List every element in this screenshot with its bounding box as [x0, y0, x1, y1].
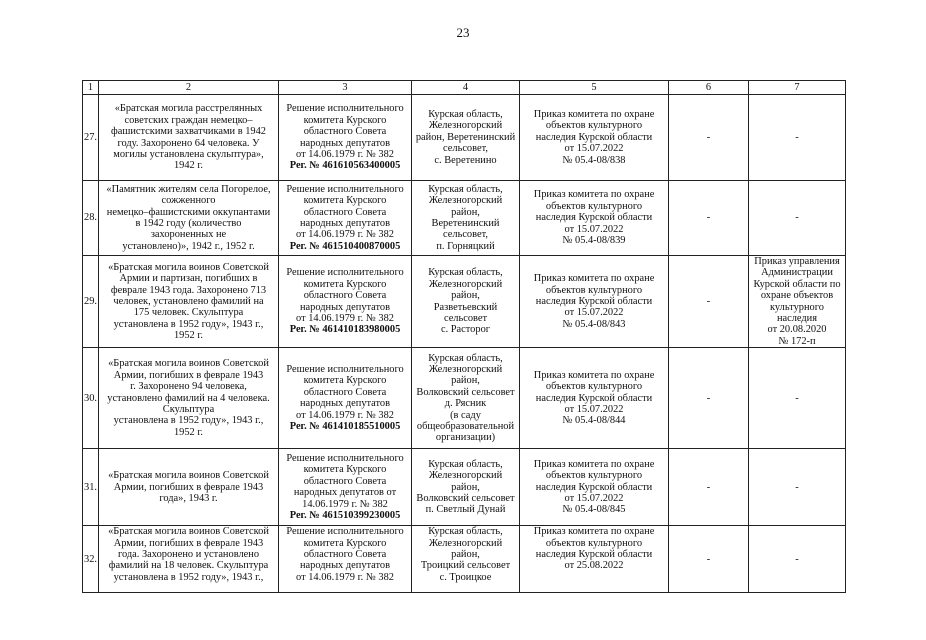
location-cell: [412, 181, 520, 256]
decision-line: народных депутатов от: [293, 487, 397, 499]
table-row: [83, 526, 846, 593]
order-line: от 25.08.2022: [564, 560, 624, 572]
object-name-line: Армии, погибших в феврале 1943: [113, 369, 264, 381]
location-line: Железногорский: [428, 195, 503, 207]
order-line: Приказ комитета по охране: [533, 526, 655, 538]
column-7-line: Администрации: [761, 267, 833, 279]
order-line: от 15.07.2022: [564, 143, 624, 155]
order-line: № 05.4-08/843: [562, 318, 626, 330]
location-line: Курская область,: [428, 526, 503, 538]
location-cell: [412, 256, 520, 348]
location-cell: [412, 348, 520, 449]
location-line: сельсовет: [443, 313, 488, 325]
location-line: Железногорский: [428, 120, 503, 132]
decision-line: Решение исполнительного: [286, 103, 404, 115]
column-7-line: № 172-п: [778, 335, 816, 347]
order-cell: [520, 526, 669, 593]
column-7-line: -: [795, 131, 799, 143]
column-number-row: [83, 81, 846, 95]
object-name-line: установлена в 1952 году», 1943 г.,: [113, 318, 264, 330]
order-line: наследия Курской области: [535, 131, 653, 143]
location-cell: [412, 95, 520, 181]
decision-line: от 14.06.1979 г. № 382: [296, 148, 394, 160]
object-name-line: года», 1943 г.: [159, 492, 218, 504]
column-6-cell: -: [669, 181, 749, 256]
object-name-line: Армии и партизан, погибших в: [119, 273, 258, 285]
column-7-line: культурного наследия: [770, 301, 824, 325]
table-row: [83, 348, 846, 449]
location-line: Железногорский: [428, 537, 503, 549]
registration-number: Рег. № 461610563400005: [289, 160, 401, 172]
location-line: Железногорский: [428, 364, 503, 376]
object-name-line: в 1942 году (количество: [135, 218, 242, 229]
column-6-cell: -: [669, 449, 749, 526]
decision-line: Решение исполнительного: [286, 364, 404, 376]
location-line: район,: [451, 206, 480, 218]
location-line: с. Троицкое: [439, 571, 492, 583]
location-line: (в саду: [450, 409, 481, 421]
object-name-line: человек, установлено фамилий на: [113, 295, 264, 307]
column-6-cell: -: [669, 348, 749, 449]
column-7-cell: [749, 449, 846, 526]
order-line: наследия Курской области: [535, 481, 653, 493]
order-line: наследия Курской области: [535, 212, 653, 224]
object-name-line: установлена в 1952 году», 1943 г.,: [113, 571, 264, 583]
column-number: 2: [99, 81, 279, 95]
decision-cell: [279, 526, 412, 593]
decision-line: Решение исполнительного: [286, 183, 404, 195]
object-name-line: феврале 1943 года. Захоронено 713: [110, 284, 267, 296]
decision-line: от 14.06.1979 г. № 382: [296, 409, 394, 421]
column-6-cell: -: [669, 526, 749, 593]
object-name-line: году. Захоронено 64 человека. У: [117, 137, 260, 149]
location-line: Волковский сельсовет: [416, 492, 515, 504]
order-cell: [520, 348, 669, 449]
order-line: № 05.4-08/838: [562, 154, 626, 166]
decision-line: народных депутатов: [299, 301, 391, 313]
column-number: 4: [412, 81, 520, 95]
decision-line: областного Совета: [303, 475, 387, 487]
decision-line: народных депутатов: [299, 398, 391, 410]
object-name-line: немецко–фашистскими оккупантами: [106, 206, 271, 218]
location-line: район,: [451, 549, 480, 561]
column-6-cell: -: [669, 256, 749, 348]
location-line: Троицкий сельсовет: [420, 560, 511, 572]
object-name-line: «Братская могила воинов Советской: [108, 470, 269, 482]
object-name-cell: [99, 449, 279, 526]
order-line: от 15.07.2022: [564, 492, 624, 504]
location-line: сельсовет,: [443, 229, 488, 241]
decision-line: от 14.06.1979 г. № 382: [296, 571, 394, 583]
location-line: д. Рясник: [444, 398, 487, 410]
object-name-line: «Братская могила воинов Советской: [108, 261, 269, 273]
decision-line: народных депутатов: [299, 218, 391, 229]
location-cell: [412, 449, 520, 526]
order-line: объектов культурного: [545, 381, 643, 393]
column-7-line: -: [795, 481, 799, 493]
object-name-line: года. Захоронено и установлено: [117, 549, 260, 561]
column-7-cell: [749, 526, 846, 593]
decision-line: комитета Курского: [303, 278, 387, 290]
column-number: 5: [520, 81, 669, 95]
order-line: объектов культурного: [545, 470, 643, 482]
object-name-line: «Братская могила расстрелянных: [114, 103, 263, 115]
column-7-line: -: [795, 392, 799, 404]
location-line: организации): [435, 432, 496, 444]
order-line: объектов культурного: [545, 537, 643, 549]
location-cell: [412, 526, 520, 593]
column-7-line: охране объектов: [760, 290, 834, 302]
location-line: Курская область,: [428, 183, 503, 195]
decision-line: областного Совета: [303, 126, 387, 138]
decision-line: Решение исполнительного: [286, 453, 404, 465]
decision-line: Решение исполнительного: [286, 267, 404, 279]
object-name-line: 1952 г.: [173, 330, 204, 342]
decision-line: областного Совета: [303, 386, 387, 398]
table-row: [83, 181, 846, 256]
decision-line: областного Совета: [303, 206, 387, 218]
object-name-cell: [99, 95, 279, 181]
column-7-cell: [749, 181, 846, 256]
location-line: с. Веретенино: [434, 154, 497, 166]
table-row: [83, 95, 846, 181]
decision-line: комитета Курского: [303, 114, 387, 126]
row-number: 30.: [83, 348, 99, 449]
decision-line: от 14.06.1979 г. № 382: [296, 313, 394, 325]
location-line: Разветьевский: [433, 301, 498, 313]
order-line: Приказ комитета по охране: [533, 189, 655, 201]
location-line: район, Веретенинский: [415, 131, 516, 143]
object-name-line: захороненных не: [150, 229, 227, 241]
order-line: от 15.07.2022: [564, 403, 624, 415]
registration-number: Рег. № 461410183980005: [289, 324, 401, 336]
object-name-line: 1942 г.: [173, 160, 204, 172]
location-line: общеобразовательной: [416, 421, 515, 433]
order-line: от 15.07.2022: [564, 307, 624, 319]
table-row: [83, 256, 846, 348]
order-cell: [520, 181, 669, 256]
column-number: 7: [749, 81, 846, 95]
location-line: Веретенинский: [431, 218, 500, 229]
object-name-line: Армии, погибших в феврале 1943: [113, 537, 264, 549]
order-line: № 05.4-08/845: [562, 504, 626, 516]
table-row: [83, 449, 846, 526]
row-number: 31.: [83, 449, 99, 526]
decision-line: народных депутатов: [299, 560, 391, 572]
location-line: Железногорский: [428, 278, 503, 290]
column-7-cell: [749, 95, 846, 181]
object-name-line: могилы установлена скульптура»,: [113, 148, 264, 160]
location-line: Курская область,: [428, 352, 503, 364]
object-name-line: фамилий на 18 человек. Скульптура: [108, 560, 269, 572]
registry-table: [82, 80, 846, 593]
row-number: 27.: [83, 95, 99, 181]
order-line: наследия Курской области: [535, 295, 653, 307]
object-name-line: г. Захоронено 94 человека,: [130, 381, 247, 393]
location-line: Курская область,: [428, 267, 503, 279]
object-name-cell: [99, 256, 279, 348]
column-7-line: Курской области по: [753, 278, 841, 290]
object-name-cell: [99, 526, 279, 593]
location-line: район,: [451, 481, 480, 493]
order-line: объектов культурного: [545, 200, 643, 212]
column-7-cell: [749, 348, 846, 449]
object-name-line: Армии, погибших в феврале 1943: [113, 481, 264, 493]
location-line: район,: [451, 290, 480, 302]
order-line: объектов культурного: [545, 120, 643, 132]
column-7-cell: [749, 256, 846, 348]
object-name-cell: [99, 348, 279, 449]
object-name-line: фашистскими захватчиками в 1942: [110, 126, 266, 138]
decision-cell: [279, 256, 412, 348]
location-line: Курская область,: [428, 108, 503, 120]
object-name-line: 1952 г.: [173, 426, 204, 438]
decision-line: областного Совета: [303, 290, 387, 302]
order-line: Приказ комитета по охране: [533, 108, 655, 120]
decision-line: от 14.06.1979 г. № 382: [296, 229, 394, 241]
column-number: 1: [83, 81, 99, 95]
column-7-line: -: [795, 553, 799, 565]
decision-line: комитета Курского: [303, 464, 387, 476]
decision-line: комитета Курского: [303, 195, 387, 207]
object-name-line: Скульптура: [162, 403, 215, 415]
order-line: Приказ комитета по охране: [533, 273, 655, 285]
location-line: Курская область,: [428, 458, 503, 470]
registration-number: Рег. № 461510400870005: [289, 240, 401, 252]
decision-line: народных депутатов: [299, 137, 391, 149]
column-number: 6: [669, 81, 749, 95]
decision-line: комитета Курского: [303, 375, 387, 387]
object-name-line: советских граждан немецко–: [124, 114, 253, 126]
column-6-cell: -: [669, 95, 749, 181]
location-line: с. Расторог: [440, 324, 491, 336]
object-name-line: установлено)», 1942 г., 1952 г.: [122, 240, 255, 252]
order-line: наследия Курской области: [535, 549, 653, 561]
column-7-line: Приказ управления: [754, 256, 840, 267]
order-line: объектов культурного: [545, 284, 643, 296]
row-number: 28.: [83, 181, 99, 256]
object-name-line: «Братская могила воинов Советской: [108, 358, 269, 370]
decision-line: Решение исполнительного: [286, 526, 404, 538]
order-line: от 15.07.2022: [564, 223, 624, 235]
order-line: № 05.4-08/839: [562, 235, 626, 247]
order-line: наследия Курской области: [535, 392, 653, 404]
order-line: № 05.4-08/844: [562, 415, 626, 427]
registration-number: Рег. № 461410185510005: [289, 421, 401, 433]
location-line: п. Горняцкий: [436, 240, 495, 252]
row-number: 29.: [83, 256, 99, 348]
order-cell: [520, 449, 669, 526]
decision-line: комитета Курского: [303, 537, 387, 549]
object-name-line: «Памятник жителям села Погорелое,: [106, 183, 271, 195]
decision-line: 14.06.1979 г. № 382: [302, 498, 388, 510]
column-7-line: -: [795, 212, 799, 224]
registration-number: Рег. № 461510399230005: [289, 510, 401, 522]
object-name-line: 175 человек. Скульптура: [133, 307, 244, 319]
row-number: 32.: [83, 526, 99, 593]
decision-cell: [279, 95, 412, 181]
order-line: Приказ комитета по охране: [533, 458, 655, 470]
object-name-line: «Братская могила воинов Советской: [108, 526, 269, 538]
column-number: 3: [279, 81, 412, 95]
location-line: п. Светлый Дунай: [425, 504, 506, 516]
order-line: Приказ комитета по охране: [533, 369, 655, 381]
decision-cell: [279, 449, 412, 526]
object-name-line: установлена в 1952 году», 1943 г.,: [113, 415, 264, 427]
decision-cell: [279, 348, 412, 449]
decision-cell: [279, 181, 412, 256]
location-line: район,: [451, 375, 480, 387]
object-name-line: сожженного: [161, 195, 216, 207]
location-line: Волковский сельсовет: [416, 386, 515, 398]
object-name-line: установлено фамилий на 4 человека.: [107, 392, 270, 404]
page-number: 23: [456, 25, 470, 40]
object-name-cell: [99, 181, 279, 256]
decision-line: областного Совета: [303, 549, 387, 561]
order-cell: [520, 256, 669, 348]
location-line: Железногорский: [428, 470, 503, 482]
location-line: сельсовет,: [443, 143, 488, 155]
order-cell: [520, 95, 669, 181]
column-7-line: от 20.08.2020: [767, 324, 827, 336]
